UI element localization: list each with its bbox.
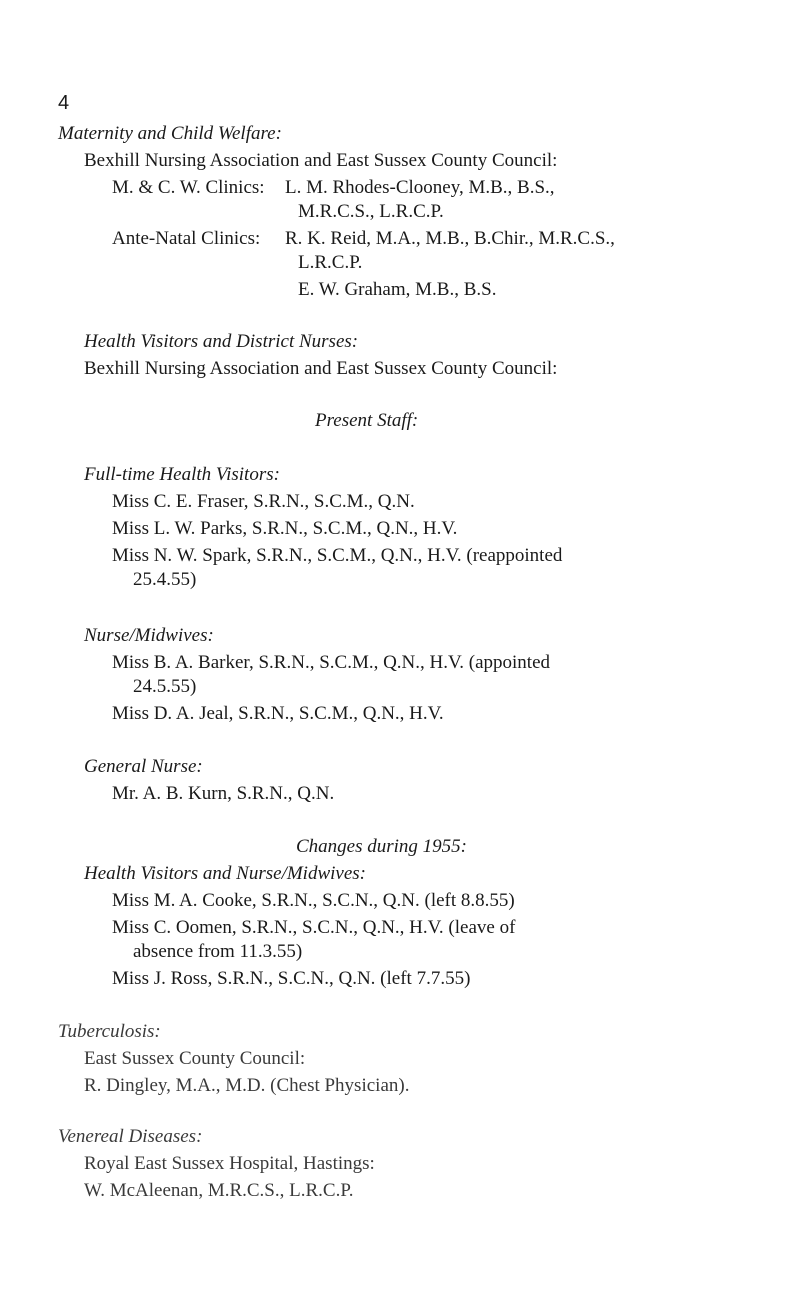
tuberculosis-physician: R. Dingley, M.A., M.D. (Chest Physician).	[84, 1075, 410, 1096]
nurse-midwife-2: Miss D. A. Jeal, S.R.N., S.C.M., Q.N., H.V.	[112, 703, 444, 724]
change-1: Miss M. A. Cooke, S.R.N., S.C.N., Q.N. (left 8.8.55)	[112, 890, 515, 911]
fulltime-visitor-2: Miss L. W. Parks, S.R.N., S.C.M., Q.N., H.V.	[112, 518, 458, 539]
change-2: Miss C. Oomen, S.R.N., S.C.N., Q.N., H.V. (leave of	[112, 917, 516, 938]
fulltime-visitor-3: Miss N. W. Spark, S.R.N., S.C.M., Q.N., H.V. (reappointed	[112, 545, 563, 566]
fulltime-visitor-1: Miss C. E. Fraser, S.R.N., S.C.M., Q.N.	[112, 491, 415, 512]
mcw-clinics-label: M. & C. W. Clinics:	[112, 177, 265, 198]
maternity-org: Bexhill Nursing Association and East Sussex County Council:	[84, 150, 558, 171]
venereal-org: Royal East Sussex Hospital, Hastings:	[84, 1153, 375, 1174]
changes-subheading: Health Visitors and Nurse/Midwives:	[84, 863, 366, 884]
present-staff-heading: Present Staff:	[315, 410, 419, 431]
venereal-physician: W. McAleenan, M.R.C.S., L.R.C.P.	[84, 1180, 354, 1201]
health-visitors-heading: Health Visitors and District Nurses:	[84, 331, 359, 352]
general-nurse-heading: General Nurse:	[84, 756, 203, 777]
health-visitors-org: Bexhill Nursing Association and East Sussex County Council:	[84, 358, 558, 379]
change-3: Miss J. Ross, S.R.N., S.C.N., Q.N. (left 7.7.55)	[112, 968, 471, 989]
tuberculosis-org: East Sussex County Council:	[84, 1048, 306, 1069]
fulltime-visitor-3-cont: 25.4.55)	[133, 569, 197, 590]
change-2-cont: absence from 11.3.55)	[133, 941, 303, 962]
general-nurse: Mr. A. B. Kurn, S.R.N., Q.N.	[112, 783, 335, 804]
maternity-heading: Maternity and Child Welfare:	[58, 123, 282, 144]
nurse-midwife-1: Miss B. A. Barker, S.R.N., S.C.M., Q.N., H.V. (appointed	[112, 652, 551, 673]
nurse-midwives-heading: Nurse/Midwives:	[84, 625, 214, 646]
changes-heading: Changes during 1955:	[296, 836, 467, 857]
antenatal-doctor-1: R. K. Reid, M.A., M.B., B.Chir., M.R.C.S.,	[285, 228, 615, 249]
venereal-heading: Venereal Diseases:	[58, 1126, 203, 1147]
page-number: 4	[58, 92, 70, 114]
fulltime-health-visitors-heading: Full-time Health Visitors:	[84, 464, 280, 485]
antenatal-doctor-1-cont: L.R.C.P.	[298, 252, 363, 273]
antenatal-clinics-label: Ante-Natal Clinics:	[112, 228, 261, 249]
nurse-midwife-1-cont: 24.5.55)	[133, 676, 197, 697]
mcw-clinics-qualifications: M.R.C.S., L.R.C.P.	[298, 201, 444, 222]
mcw-clinics-doctor: L. M. Rhodes-Clooney, M.B., B.S.,	[285, 177, 555, 198]
tuberculosis-heading: Tuberculosis:	[58, 1021, 161, 1042]
antenatal-doctor-2: E. W. Graham, M.B., B.S.	[298, 279, 497, 300]
